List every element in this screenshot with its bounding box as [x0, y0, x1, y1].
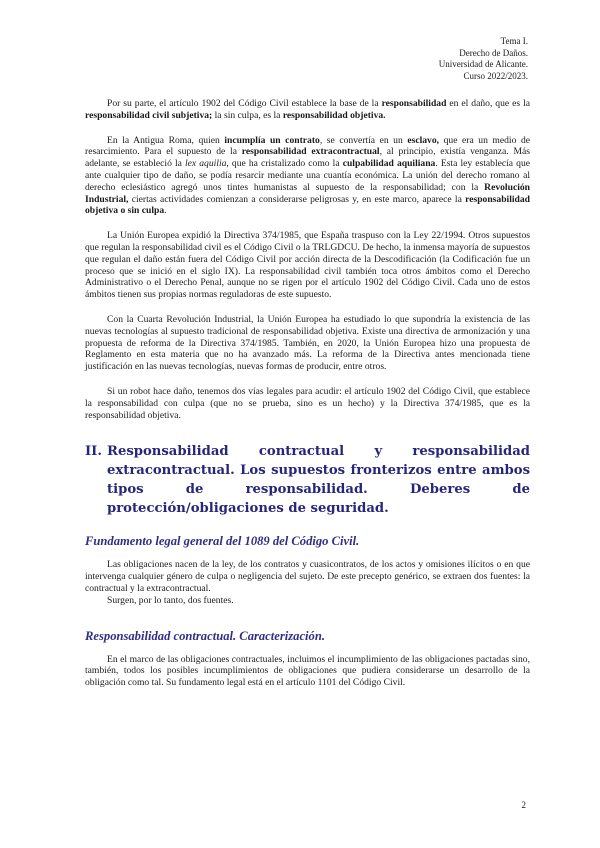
bold-term: responsabilidad civil subjetiva; [85, 109, 213, 121]
text-run: que era un medio de resarcimiento. Para el supuesto de la [85, 134, 530, 158]
bold-term: culpabilidad aquiliana [342, 158, 436, 170]
paragraph-antigua-roma [85, 135, 530, 218]
text-run: la sin culpa, es la [212, 109, 283, 121]
text-run: En la Antigua Roma, quien [107, 134, 225, 146]
bold-term: incumplía un contrato [224, 134, 320, 146]
bold-term: esclavo, [407, 134, 440, 146]
text-run: . [164, 205, 167, 217]
header-course: Curso 2022/2023. [463, 70, 528, 81]
section-heading [85, 442, 530, 518]
header-university: Universidad de Alicante. [438, 59, 528, 69]
paragraph-cuarta-revolucion: Con la Cuarta Revolución Industrial, la Unión Europea ha estudiado lo que supondría la existencia de las nuevas tecnologías al supuesto tradicional de responsabilidad objetiva. Existe una directiva de armonización y una propuesta de reforma de la Directiva 374/1985. También, en 2020, la Unión Europea hizo una propuesta de Reglamento en esta materia que no ha avanzado más. La reforma de la Directiva antes mencionada tiene justificación en las nuevas tecnologías, nuevas formas de producir, entre otros. [85, 313, 530, 373]
header-subject: Derecho de Daños. [459, 47, 528, 58]
italic-term: lex aquilia [184, 158, 227, 170]
bold-term: responsabilidad [381, 98, 447, 109]
subheading-fundamento-legal: Fundamento legal general del 1089 del Código Civil. [85, 534, 360, 549]
page-header [439, 36, 528, 82]
text-run: , se convertía en un [319, 134, 408, 146]
page-number: 2 [521, 800, 526, 810]
paragraph-obligaciones: Las obligaciones nacen de la ley, de los contratos y cuasicontratos, de los actos y omisiones ilícitos o en que intervenga cualquier género de culpa o negligencia del sujeto. De este precepto genérico, se extraen dos fuentes: la contractual y la extracontractual. [85, 559, 530, 594]
text-run: , al principio, existía venganza. Más adelante, se estableció la [85, 146, 530, 170]
paragraph-surgen: Surgen, por lo tanto, dos fuentes. [107, 594, 234, 606]
bold-term: Revolución Industrial, [85, 181, 530, 205]
header-topic: Tema I. [500, 36, 528, 46]
section-number: II. [85, 444, 102, 460]
bold-term: responsabilidad objetiva. [282, 109, 386, 121]
subheading-responsabilidad-contractual: Responsabilidad contractual. Caracterización. [85, 628, 326, 643]
paragraph-article-1902 [85, 98, 530, 122]
text-run: , que ha cristalizado como la [226, 158, 343, 170]
document-body [85, 98, 530, 702]
section-title: Responsabilidad contractual y responsabilidad extracontractual. Los supuestos fronterizos entre ambos tipos de responsabilidad. Deberes de protección/obligaciones de seguridad. [107, 444, 530, 517]
text-run: Por su parte, el artículo 1902 del Código Civil establece la base de la [107, 98, 382, 109]
paragraph-union-europea: La Unión Europea expidió la Directiva 374/1985, que España traspuso con la Ley 22/1994. Otros supuestos que regulan la responsabilidad civil es el Código Civil o la TRLGDCU. De hecho, la inmensa mayoría de supuestos que regulan el daño están fuera del Código Civil por acción directa de la Descodificación (la Codificación fue un proceso que se inició en el siglo IX). La responsabilidad civil también toca otros ámbitos como el Derecho Administrativo o el Derecho Penal, aunque no se rigen por el artículo 1902 del Código Civil. Cada uno de estos ámbitos tienen sus propias normas reguladoras de este supuesto. [85, 230, 530, 301]
paragraph-robot: Si un robot hace daño, tenemos dos vías legales para acudir: el artículo 1902 del Código Civil, que establece la responsabilidad con culpa (que no se prueba, sino es un hecho) y la Directiva 374/1985, que es la responsabilidad objetiva. [85, 385, 530, 421]
text-run: en el daño, que es la [446, 98, 530, 109]
bold-term: responsabilidad objetiva o sin culpa [85, 193, 530, 217]
text-run: . Esta ley establecía que ante cualquier tipo de daño, se podía resarcir mediante una cuantía económica. La unión del derecho romano al derecho eclesiástico agregó unos tintes humanistas al supuesto de la responsabilidad; con la [85, 158, 530, 193]
text-run: ciertas actividades comienzan a considerarse peligrosas y, en este marco, aparece la [128, 193, 466, 205]
paragraph-marco-obligaciones: En el marco de las obligaciones contractuales, incluimos el incumplimiento de las obligaciones pactadas sino, también, todos los posibles incumplimientos de obligaciones que pudiera considerarse un desarrollo de la obligación como tal. Su fundamento legal está en el artículo 1101 del Código Civil. [85, 653, 530, 689]
bold-term: responsabilidad extracontractual [241, 146, 380, 158]
